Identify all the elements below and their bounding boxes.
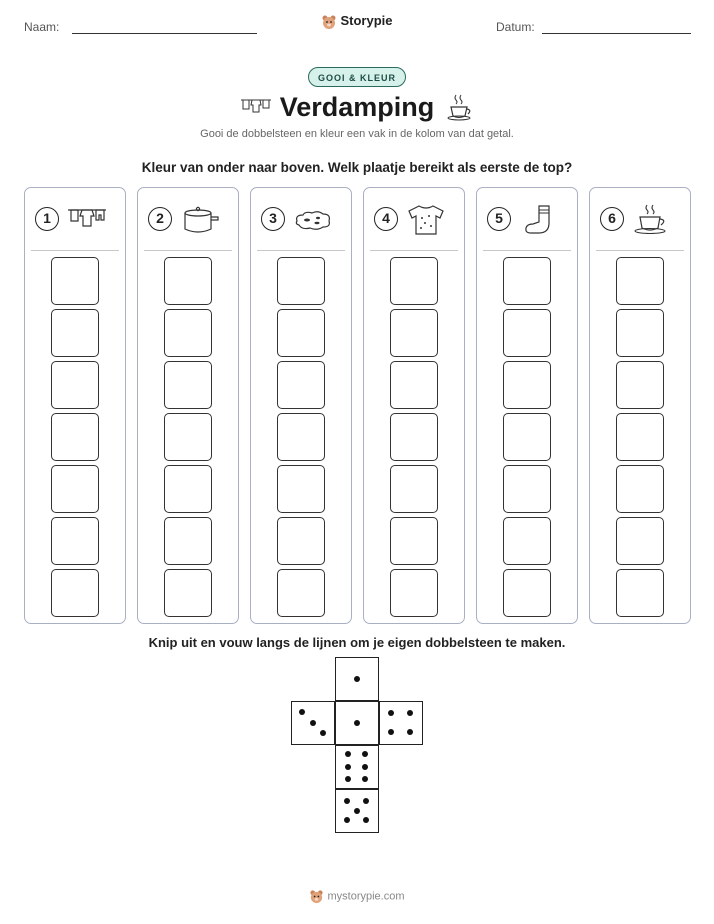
column-header: [148, 204, 232, 238]
steaming-cup-icon: [446, 92, 474, 122]
die-pip: [388, 710, 394, 716]
color-cell[interactable]: [616, 309, 664, 357]
die-face: [291, 701, 335, 745]
column-4: [363, 187, 465, 624]
die-pip: [344, 798, 350, 804]
color-cell[interactable]: [164, 257, 212, 305]
die-pip: [299, 709, 305, 715]
color-cell[interactable]: [51, 361, 99, 409]
column-header: [374, 204, 458, 238]
die-pip: [310, 720, 316, 726]
color-cell[interactable]: [277, 569, 325, 617]
color-cell[interactable]: [277, 517, 325, 565]
color-cell[interactable]: [503, 465, 551, 513]
color-cell[interactable]: [51, 569, 99, 617]
column-number: 4: [374, 207, 398, 231]
color-cell[interactable]: [390, 309, 438, 357]
color-cell[interactable]: [51, 257, 99, 305]
color-cell[interactable]: [277, 413, 325, 461]
color-cell[interactable]: [503, 361, 551, 409]
column-number: 5: [487, 207, 511, 231]
color-cell[interactable]: [277, 257, 325, 305]
color-cell[interactable]: [390, 257, 438, 305]
color-cell[interactable]: [164, 413, 212, 461]
color-cell[interactable]: [164, 569, 212, 617]
brand-name: Storypie: [340, 13, 393, 28]
die-pip: [407, 729, 413, 735]
column-header: [35, 204, 119, 238]
storypie-bear-icon: [321, 14, 337, 30]
die-pip: [354, 808, 360, 814]
color-cell[interactable]: [616, 361, 664, 409]
die-face: [379, 701, 423, 745]
die-pip: [407, 710, 413, 716]
column-5: [476, 187, 578, 624]
wet-shirt-icon: [406, 204, 446, 236]
color-cell[interactable]: [503, 309, 551, 357]
date-label: Datum:: [496, 20, 535, 34]
die-pip: [362, 776, 368, 782]
die-face: [335, 657, 379, 701]
die-pip: [363, 817, 369, 823]
subtitle: Gooi de dobbelsteen en kleur een vak in de kolom van dat getal.: [200, 128, 514, 140]
color-cell[interactable]: [277, 309, 325, 357]
die-pip: [363, 798, 369, 804]
cooking-pot-icon: [180, 204, 220, 236]
color-cell[interactable]: [616, 465, 664, 513]
die-pip: [354, 720, 360, 726]
brand-logo: [0, 13, 714, 30]
color-cell[interactable]: [616, 257, 664, 305]
column-2: [137, 187, 239, 624]
die-face: [335, 789, 379, 833]
color-cell[interactable]: [616, 569, 664, 617]
color-cell[interactable]: [503, 257, 551, 305]
color-cell[interactable]: [390, 413, 438, 461]
die-pip: [345, 764, 351, 770]
page-title: Verdamping: [279, 92, 435, 122]
die-face: [335, 745, 379, 789]
color-cell[interactable]: [390, 569, 438, 617]
column-6: [589, 187, 691, 624]
die-pip: [362, 751, 368, 757]
die-face: [335, 701, 379, 745]
footer: [0, 889, 714, 904]
column-number: 1: [35, 207, 59, 231]
color-cell[interactable]: [503, 569, 551, 617]
color-cell[interactable]: [616, 413, 664, 461]
puddle-icon: [293, 204, 333, 236]
clothesline-icon: [67, 204, 107, 236]
activity-badge: GOOI & KLEUR: [308, 67, 406, 87]
column-header: [261, 204, 345, 238]
instruction: Kleur van onder naar boven. Welk plaatje bereikt als eerste de top?: [141, 160, 573, 175]
color-cell[interactable]: [503, 413, 551, 461]
footer-url: mystorypie.com: [327, 890, 405, 903]
color-columns: [24, 187, 690, 624]
color-cell[interactable]: [277, 361, 325, 409]
die-pip: [345, 776, 351, 782]
die-pip: [362, 764, 368, 770]
column-3: [250, 187, 352, 624]
color-cell[interactable]: [390, 517, 438, 565]
color-cell[interactable]: [51, 517, 99, 565]
column-header: [487, 204, 571, 238]
cut-instruction: Knip uit en vouw langs de lijnen om je eigen dobbelsteen te maken.: [148, 635, 566, 650]
die-pip: [345, 751, 351, 757]
column-header: [600, 204, 684, 238]
name-label: Naam:: [24, 20, 60, 34]
sock-icon: [519, 204, 559, 236]
steaming-cup-icon: [632, 204, 672, 236]
color-cell[interactable]: [51, 465, 99, 513]
storypie-bear-icon: [309, 889, 324, 904]
color-cell[interactable]: [390, 361, 438, 409]
color-cell[interactable]: [277, 465, 325, 513]
color-cell[interactable]: [164, 309, 212, 357]
color-cell[interactable]: [51, 413, 99, 461]
die-pip: [388, 729, 394, 735]
color-cell[interactable]: [164, 361, 212, 409]
color-cell[interactable]: [616, 517, 664, 565]
column-number: 3: [261, 207, 285, 231]
color-cell[interactable]: [164, 517, 212, 565]
column-number: 2: [148, 207, 172, 231]
column-number: 6: [600, 207, 624, 231]
color-cell[interactable]: [390, 465, 438, 513]
color-cell[interactable]: [51, 309, 99, 357]
name-line[interactable]: [72, 33, 257, 34]
date-line[interactable]: [542, 33, 691, 34]
color-cell[interactable]: [503, 517, 551, 565]
color-cell[interactable]: [164, 465, 212, 513]
die-pip: [354, 676, 360, 682]
column-1: [24, 187, 126, 624]
die-pip: [344, 817, 350, 823]
die-pip: [320, 730, 326, 736]
